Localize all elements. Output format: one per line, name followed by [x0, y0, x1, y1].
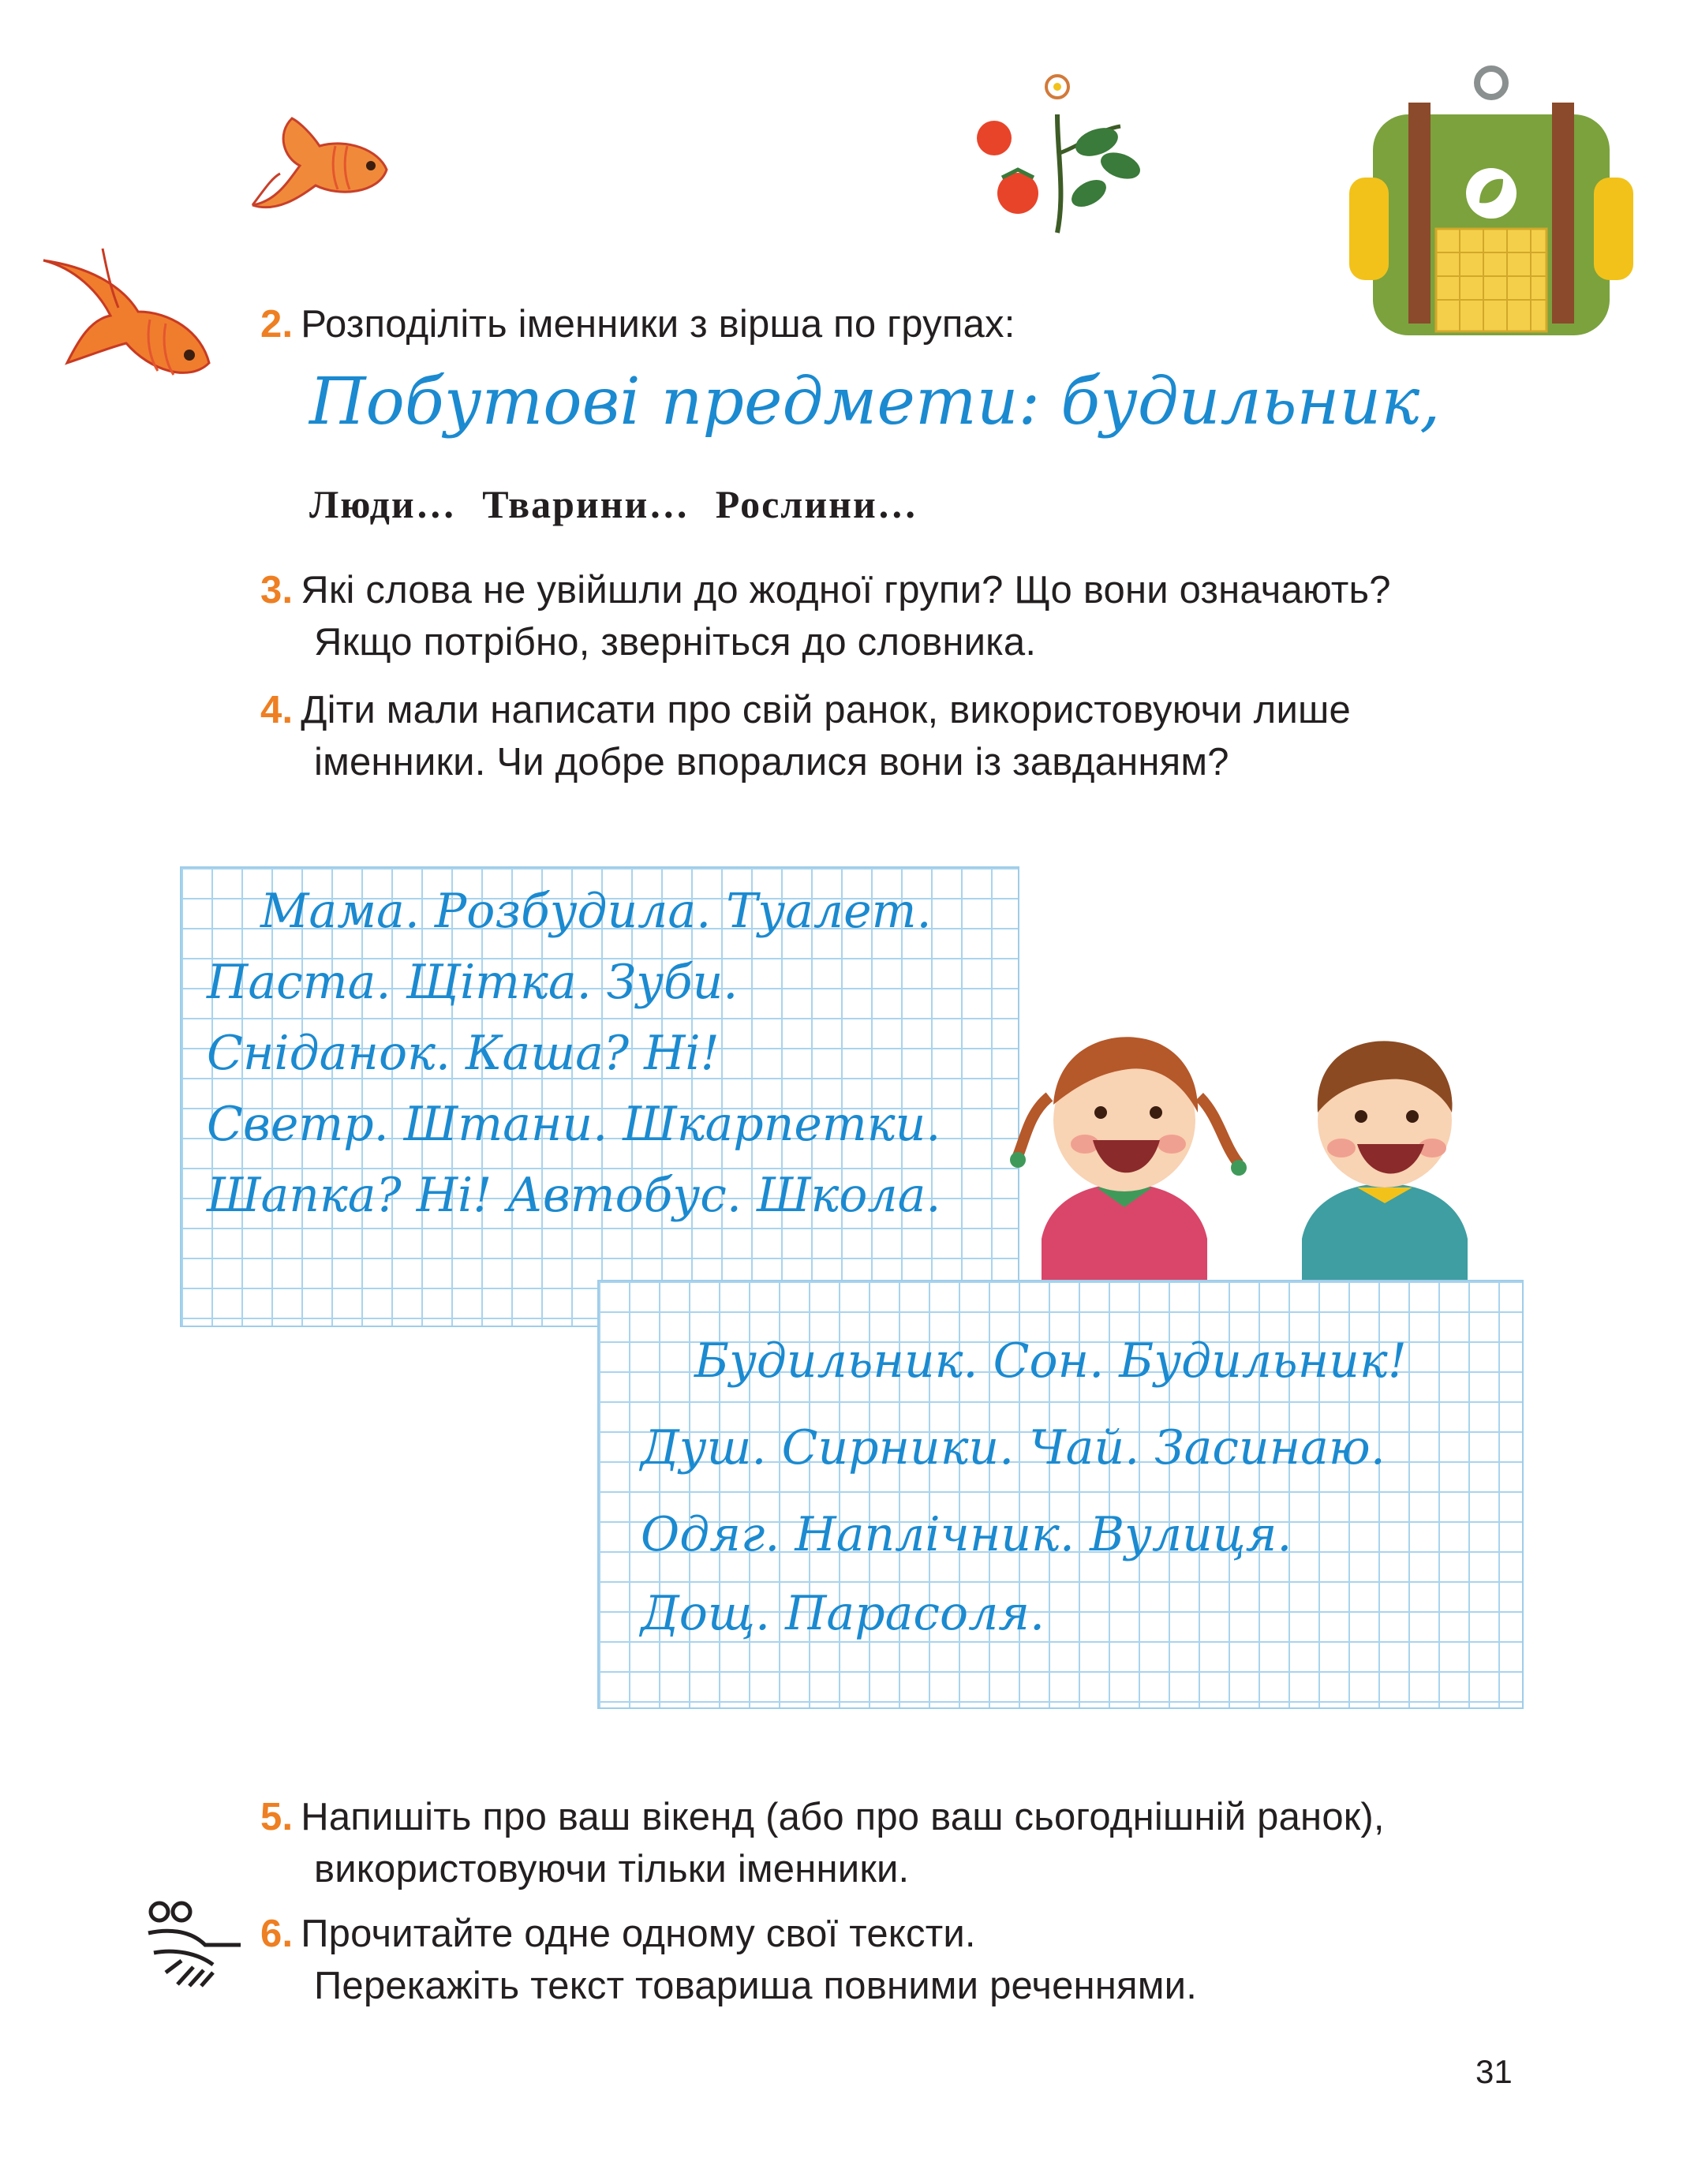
handwritten-line: Мама. Розбудила. Туалет.	[260, 884, 932, 939]
task-number: 3.	[260, 569, 294, 611]
handwritten-line: Душ. Сирники. Чай. Засинаю.	[641, 1420, 1386, 1475]
task-text-line1: Прочитайте одне одному свої тексти.	[301, 1913, 976, 1955]
handwritten-line: Светр. Штани. Шкарпетки.	[207, 1097, 941, 1152]
handwritten-line: Одяг. Наплічник. Вулиця.	[641, 1507, 1292, 1562]
handwritten-example: Побутові предмети: будильник,	[309, 365, 1441, 439]
task-number: 5.	[260, 1796, 294, 1838]
handwritten-line: Паста. Щітка. Зуби.	[207, 955, 739, 1010]
handwritten-line: Будильник. Сон. Будильник!	[694, 1333, 1407, 1389]
fish-icon	[32, 245, 213, 418]
task-text-line1: Діти мали написати про свій ранок, використовуючи лише	[301, 689, 1352, 731]
task-5	[260, 1791, 1385, 1895]
task-number: 2.	[260, 303, 294, 346]
backpack-icon	[1341, 59, 1641, 343]
task-number: 4.	[260, 689, 294, 731]
task-text-line2: іменники. Чи добре впоралися вони із завданням?	[314, 741, 1229, 783]
task-text-line1: Напишіть про ваш вікенд (або про ваш сьогоднішній ранок),	[301, 1796, 1385, 1838]
task-text-line2: Якщо потрібно, зверніться до словника.	[314, 621, 1037, 664]
task-text-line1: Які слова не увійшли до жодної групи? Що вони означають?	[301, 569, 1391, 611]
task-3	[260, 564, 1391, 668]
group-labels: Люди… Тварини… Рослини…	[309, 482, 918, 526]
task-text: Розподіліть іменники з вірша по групах:	[301, 303, 1015, 346]
page-number: 31	[1475, 2053, 1513, 2090]
fish-icon	[245, 103, 395, 229]
handwritten-line: Дощ. Парасоля.	[641, 1586, 1045, 1641]
task-6	[260, 1908, 1197, 2012]
children-illustration	[1002, 1002, 1507, 1286]
handwritten-line: Сніданок. Каша? Ні!	[207, 1026, 720, 1081]
task-text-line2: Перекажіть текст товариша повними реченнями.	[314, 1965, 1198, 2007]
pair-work-icon	[142, 1898, 245, 1992]
task-2	[260, 298, 1015, 350]
strawberry-icon	[971, 67, 1144, 241]
handwritten-line: Шапка? Ні! Автобус. Школа.	[207, 1168, 941, 1223]
task-4	[260, 684, 1351, 788]
task-number: 6.	[260, 1913, 294, 1955]
task-text-line2: використовуючи тільки іменники.	[314, 1848, 910, 1890]
